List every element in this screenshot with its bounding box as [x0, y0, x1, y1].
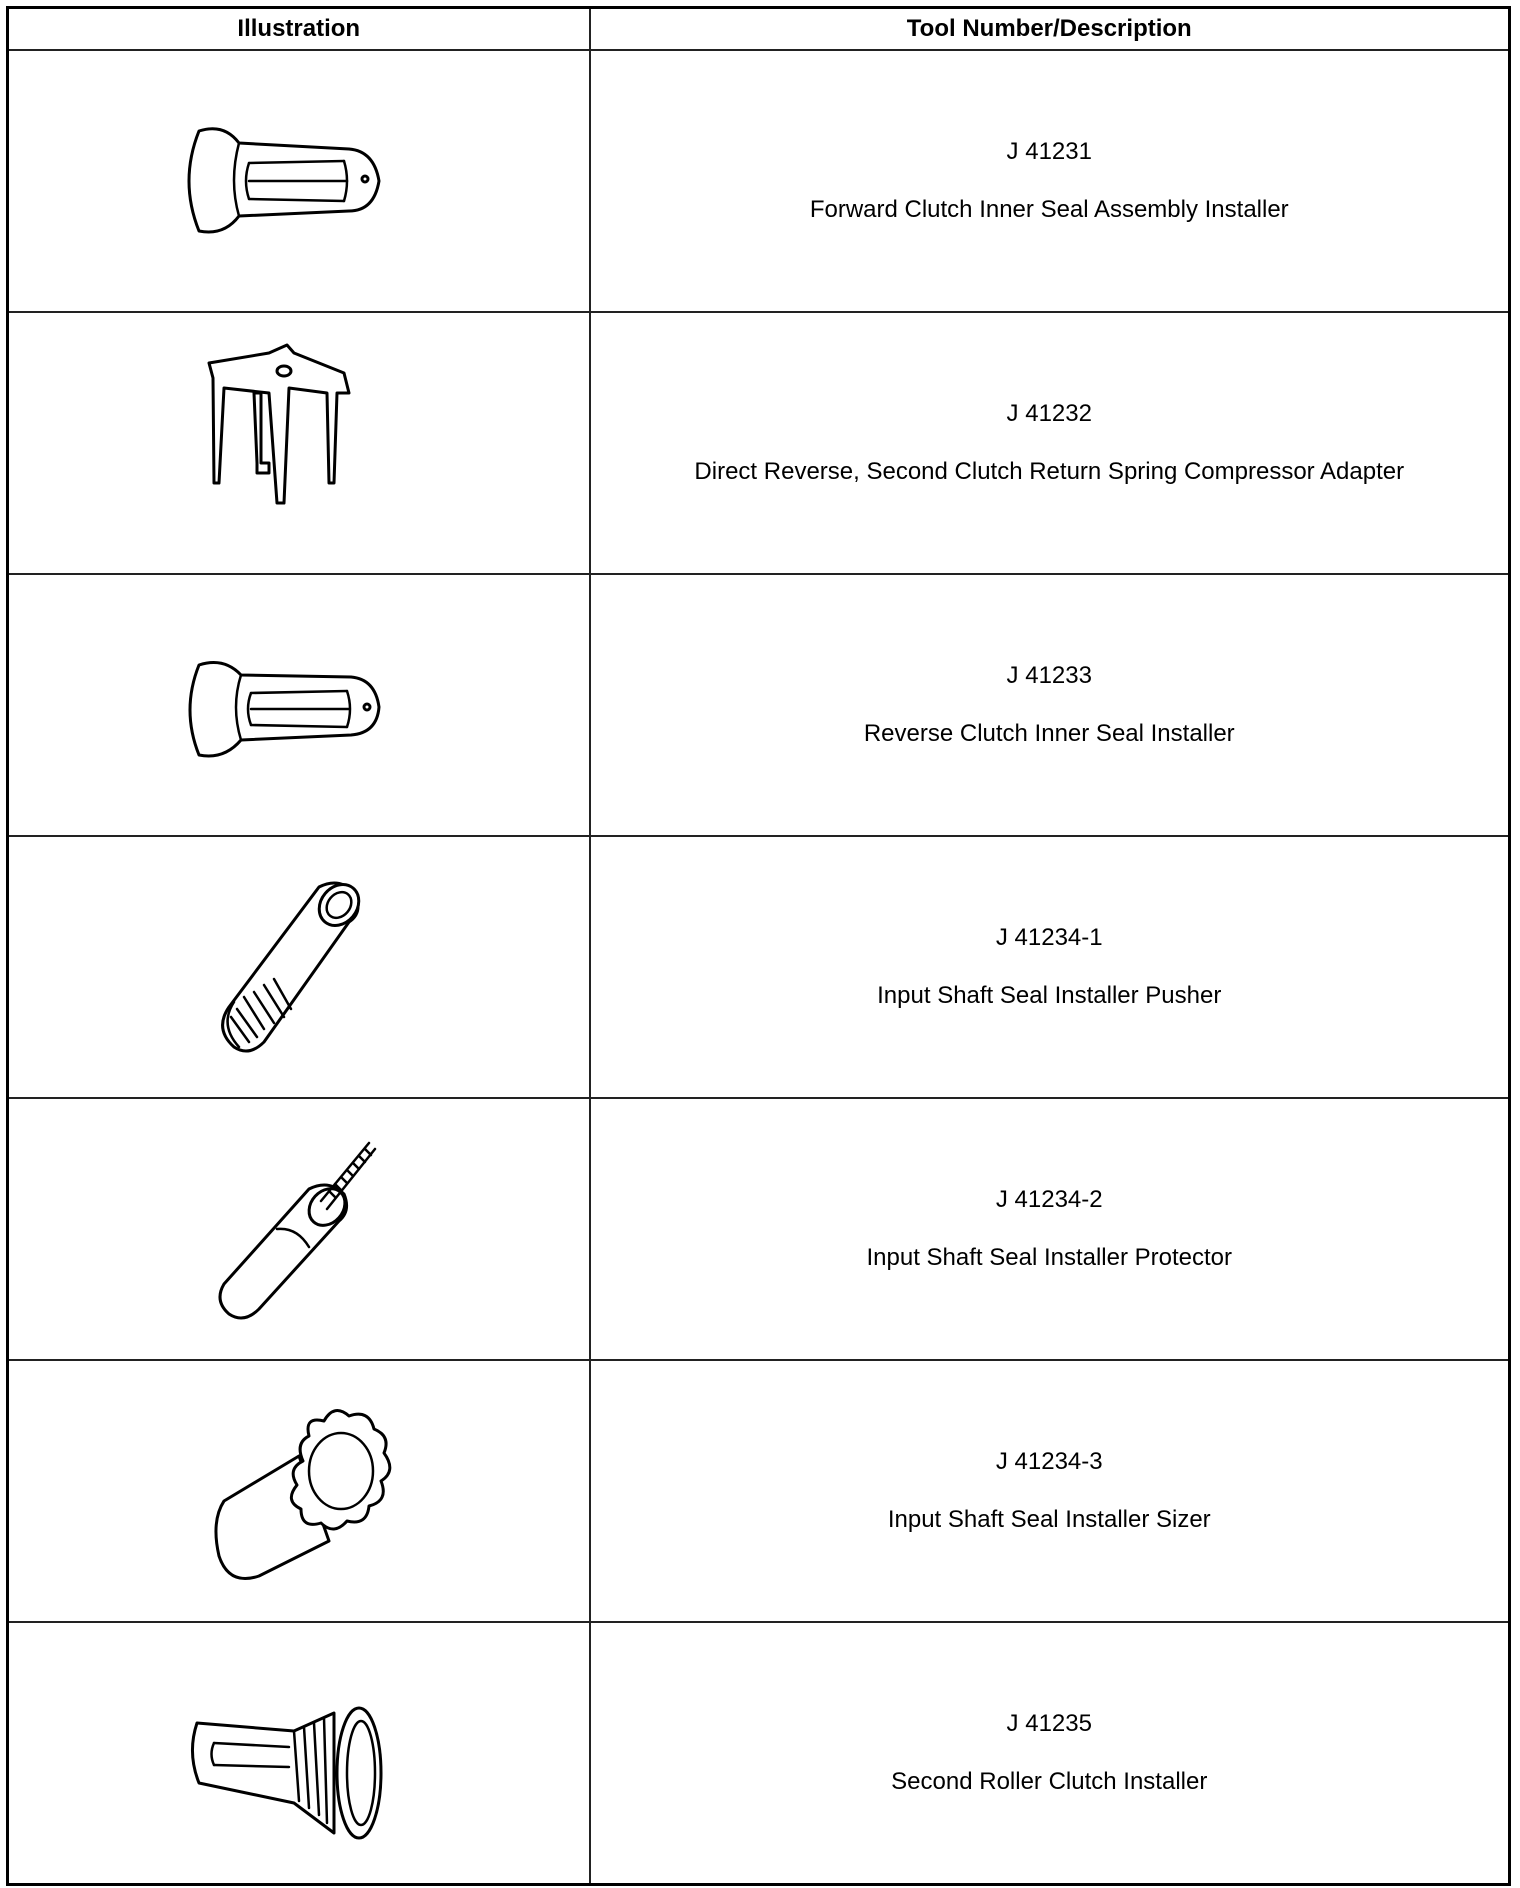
- threaded-protector-icon: [169, 1119, 429, 1339]
- table-row: [8, 312, 1510, 574]
- cylinder-pusher-icon: [169, 857, 429, 1077]
- table-row: [8, 1622, 1510, 1885]
- tool-description: Reverse Clutch Inner Seal Installer: [863, 720, 1235, 747]
- table-row: [8, 1098, 1510, 1360]
- tool-description: Input Shaft Seal Installer Sizer: [887, 1506, 1211, 1533]
- description-cell: [590, 1098, 1510, 1360]
- illustration-cell: [8, 1360, 590, 1622]
- table-row: [8, 50, 1510, 312]
- description-cell: [590, 836, 1510, 1098]
- table-row: [8, 836, 1510, 1098]
- tool-description: Input Shaft Seal Installer Protector: [866, 1244, 1233, 1271]
- tool-number: J 41234-3: [995, 1448, 1103, 1475]
- tool-description: Direct Reverse, Second Clutch Return Spring Compressor Adapter: [694, 458, 1405, 485]
- splined-installer-icon: [169, 595, 429, 815]
- tool-table: [6, 6, 1511, 1886]
- illustration-cell: [8, 50, 590, 312]
- header-tool-description: Tool Number/Description: [590, 8, 1510, 51]
- description-cell: [590, 1622, 1510, 1885]
- header-illustration: Illustration: [8, 8, 590, 51]
- tool-description: Forward Clutch Inner Seal Assembly Installer: [809, 196, 1289, 223]
- description-cell: [590, 50, 1510, 312]
- gear-sizer-icon: [169, 1381, 429, 1601]
- illustration-cell: [8, 1098, 590, 1360]
- tool-number: J 41233: [1006, 662, 1092, 689]
- spring-compressor-adapter-icon: [169, 333, 429, 553]
- description-cell: [590, 312, 1510, 574]
- illustration-cell: [8, 1622, 590, 1885]
- tool-number: J 41234-2: [995, 1186, 1103, 1213]
- illustration-cell: [8, 574, 590, 836]
- description-cell: [590, 1360, 1510, 1622]
- illustration-cell: [8, 836, 590, 1098]
- tool-description: Input Shaft Seal Installer Pusher: [877, 982, 1222, 1009]
- tool-number: J 41232: [1006, 400, 1092, 427]
- tool-number: J 41234-1: [995, 924, 1103, 951]
- illustration-cell: [8, 312, 590, 574]
- tool-number: J 41231: [1006, 138, 1092, 165]
- flared-installer-icon: [169, 1643, 429, 1863]
- table-header-row: [8, 8, 1510, 51]
- tool-number: J 41235: [1006, 1710, 1092, 1737]
- tool-description: Second Roller Clutch Installer: [891, 1768, 1208, 1795]
- description-cell: [590, 574, 1510, 836]
- table-row: [8, 1360, 1510, 1622]
- splined-installer-icon: [169, 71, 429, 291]
- table-row: [8, 574, 1510, 836]
